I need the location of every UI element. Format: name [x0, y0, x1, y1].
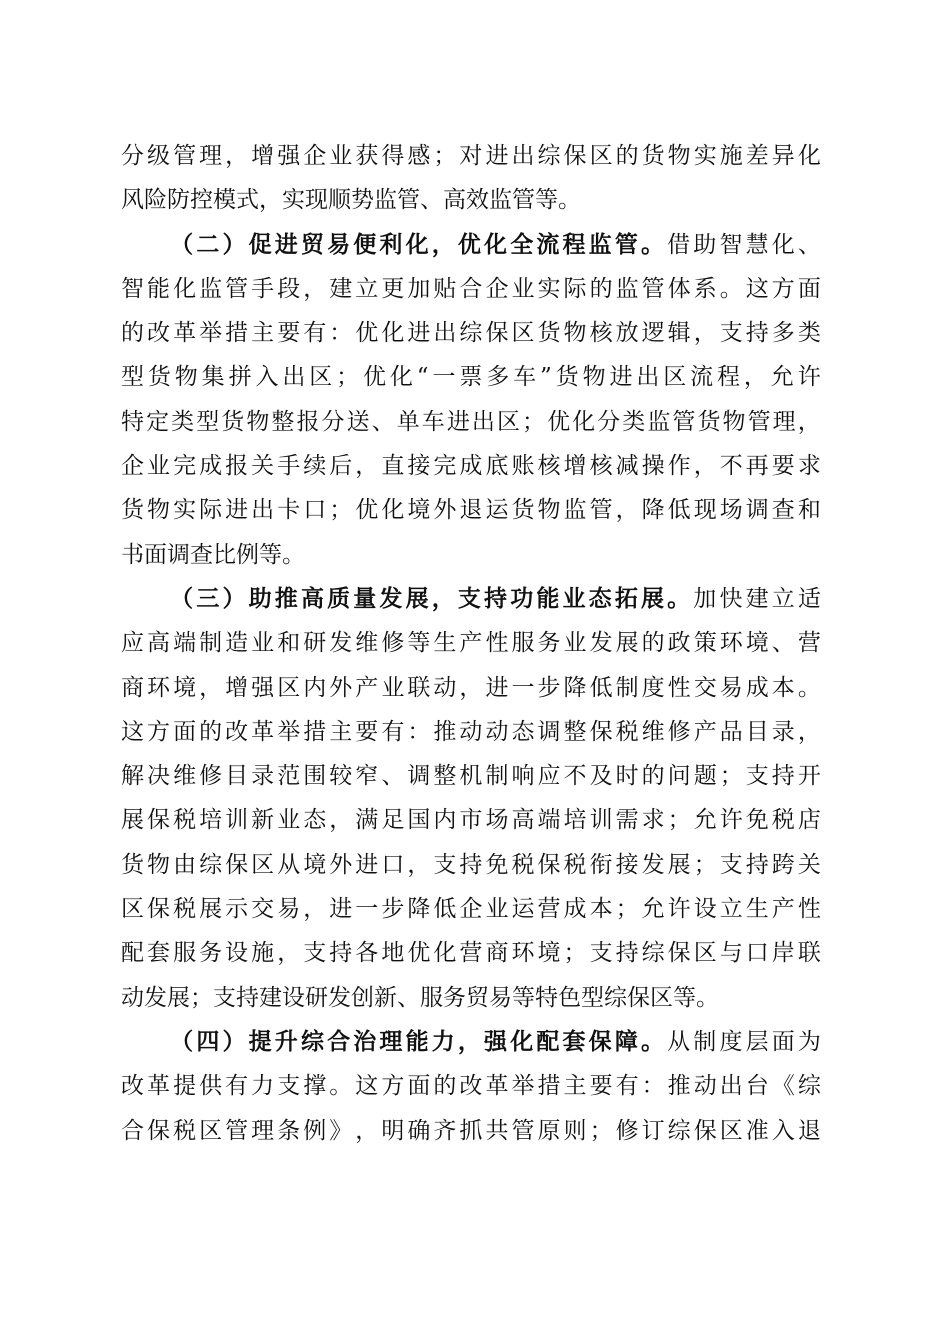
text-line: 货 物 由 综 保 区 从 境 外 进 口 ， 支 持 免 税 保 税 衔 接 发 展 ； 支 持 跨 关: [121, 851, 821, 878]
text-line: 动 发 展 ； 支 持 建 设 研 发 创 新 、 服 务 贸 易 等 特 色 型 综 保 区 等 。: [121, 984, 719, 1011]
text-line: 合 保 税 区 管 理 条 例 》 ， 明 确 齐 抓 共 管 原 则 ； 修 订 综 保 区 准 入 退: [121, 1117, 821, 1144]
text-line: 配 套 服 务 设 施 ， 支 持 各 地 优 化 营 商 环 境 ； 支 持 综 保 区 与 口 岸 联: [121, 940, 821, 967]
text-line: 型 货 物 集 拼 入 出 区 ； 优 化 “ 一 票 多 车 ” 货 物 进 出 区 流 程 ， 允 许: [121, 364, 821, 391]
paragraph: [121, 1020, 821, 1153]
text-line: 改 革 提 供 有 力 支 撑 。 这 方 面 的 改 革 举 措 主 要 有 ： 推 动 出 台 《 综: [121, 1073, 821, 1100]
text-line: 解 决 维 修 目 录 范 围 较 窄 、 调 整 机 制 响 应 不 及 时 的 问 题 ； 支 持 开: [121, 763, 821, 790]
text-line: 应 高 端 制 造 业 和 研 发 维 修 等 生 产 性 服 务 业 发 展 的 政 策 环 境 、 营: [121, 630, 821, 657]
text-line: 这 方 面 的 改 革 举 措 主 要 有 ： 推 动 动 态 调 整 保 税 维 修 产 品 目 录 ，: [121, 718, 821, 745]
document-body: [121, 134, 821, 1153]
text-line: 风 险 防 控 模 式 ， 实 现 顺 势 监 管 、 高 效 监 管 等 。: [121, 187, 581, 214]
text-line: 区 保 税 展 示 交 易 ， 进 一 步 降 低 企 业 运 营 成 本 ； 允 许 设 立 生 产 性: [121, 896, 821, 923]
text-line: 的 改 革 举 措 主 要 有 ： 优 化 进 出 综 保 区 货 物 核 放 逻 辑 ， 支 持 多 类: [121, 320, 821, 347]
text-line: 特 定 类 型 货 物 整 报 分 送 、 单 车 进 出 区 ； 优 化 分 类 监 管 货 物 管 理 ，: [121, 408, 821, 435]
text-line: 商 环 境 ， 增 强 区 内 外 产 业 联 动 ， 进 一 步 降 低 制 度 性 交 易 成 本 。: [121, 674, 821, 701]
text-line: 企 业 完 成 报 关 手 续 后 ， 直 接 完 成 底 账 核 增 核 减 操 作 ， 不 再 要 求: [121, 453, 821, 480]
text-line: 书 面 调 查 比 例 等 。: [121, 541, 305, 568]
paragraph: [121, 223, 821, 577]
text-line: （ 四 ） 提 升 综 合 治 理 能 力 ， 强 化 配 套 保 障 。 从 制 度 层 面 为: [170, 1027, 821, 1055]
text-line: 展 保 税 培 训 新 业 态 ， 满 足 国 内 市 场 高 端 培 训 需 求 ； 允 许 免 税 店: [121, 807, 821, 834]
text-line: （ 三 ） 助 推 高 质 量 发 展 ， 支 持 功 能 业 态 拓 展 。 加 快 建 立 适: [170, 584, 821, 612]
text-line: 智 能 化 监 管 手 段 ， 建 立 更 加 贴 合 企 业 实 际 的 监 管 体 系 。 这 方 面: [121, 275, 821, 302]
paragraph: [121, 577, 821, 1020]
text-line: 货 物 实 际 进 出 卡 口 ； 优 化 境 外 退 运 货 物 监 管 ， 降 低 现 场 调 查 和: [121, 497, 821, 524]
text-line: 分 级 管 理 ， 增 强 企 业 获 得 感 ； 对 进 出 综 保 区 的 货 物 实 施 差 异 化: [121, 143, 821, 169]
text-line: （ 二 ） 促 进 贸 易 便 利 化 ， 优 化 全 流 程 监 管 。 借 助 智 慧 化 、: [170, 230, 821, 258]
paragraph: [121, 134, 821, 223]
